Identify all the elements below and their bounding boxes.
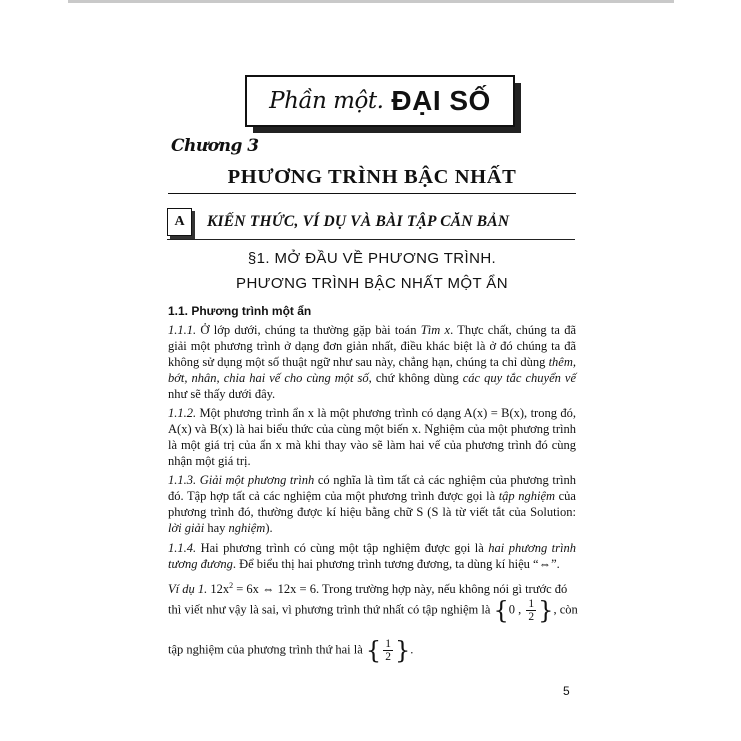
section-heading: KIẾN THỨC, VÍ DỤ VÀ BÀI TẬP CĂN BẢN <box>207 213 510 230</box>
paragraph-text: . Để biểu thị hai phương trình tương đương, ta dùng kí hiệu “⇔”. <box>232 557 560 571</box>
emphasis-text: hai phương trình tương đương <box>168 541 576 571</box>
left-brace: { <box>493 596 509 625</box>
emphasis-text: các quy tắc chuyển vế <box>462 371 576 385</box>
paragraph-text: như sẽ thấy dưới đây. <box>168 387 276 401</box>
paragraph-1-1-2 <box>168 405 576 469</box>
example-1-line-1 <box>168 578 576 597</box>
section-divider <box>167 239 575 240</box>
paragraph-text: của phương trình đó, thường được kí hiệu bằng chữ S (S là từ viết tắt của Solution: <box>168 489 576 519</box>
example-text: = 6x ⇔ 12x = 6. Trong trường hợp này, nếu không nói gì trước đó <box>233 582 568 597</box>
set-element: 0 <box>508 602 516 617</box>
left-brace: { <box>365 636 382 665</box>
chapter-title: PHƯƠNG TRÌNH BẬC NHẤT <box>227 166 517 188</box>
paragraph-text: Một phương trình ẩn x là một phương trình có dạng A(x) = B(x), trong đó, A(x) và B(x) là hai biểu thức của cùng một biến x. Nghiệm của một phương trình là một giá trị của ẩn x mà khi thay vào sẽ làm hai vế của phương trình đó cùng nhận một giá trị. <box>168 406 576 468</box>
paragraph-text: , chứ không dùng <box>368 371 463 385</box>
paragraph-1-1-1 <box>168 322 576 402</box>
paragraph-1-1-4 <box>168 540 576 572</box>
paragraph-number: 1.1.2. <box>168 406 197 420</box>
example-label: Ví dụ 1. <box>168 582 208 597</box>
fraction-one-half <box>383 638 393 663</box>
paragraph-text: hay <box>204 521 229 535</box>
emphasis-text: Tìm x <box>420 323 451 337</box>
chapter-label: Chương 3 <box>171 136 259 156</box>
paragraph-text: Hai phương trình có cùng một tập nghiệm được gọi là <box>196 541 489 555</box>
part-title: ĐẠI SỐ <box>391 85 491 116</box>
example-text: thì viết như vậy là sai, vì phương trình thứ nhất có tập nghiệm là <box>168 602 491 617</box>
section-letter-box <box>167 208 192 236</box>
fraction-denominator: 2 <box>385 651 391 663</box>
emphasis-text: Giải một phương trình <box>196 473 315 487</box>
fraction-numerator: 1 <box>528 598 535 610</box>
fraction-one-half <box>526 598 536 623</box>
emphasis-text: tập nghiệm <box>498 489 556 503</box>
example-text: , còn <box>553 602 578 617</box>
paragraph-number: 1.1.3. <box>168 473 197 487</box>
example-1-line-3 <box>168 638 576 663</box>
paragraph-text: ). <box>265 521 273 535</box>
example-text: tập nghiệm của phương trình thứ hai là <box>168 642 363 657</box>
right-brace: } <box>394 636 411 665</box>
subsection-title: 1.1. Phương trình một ẩn <box>168 304 312 318</box>
lesson-title-line2: PHƯƠNG TRÌNH BẬC NHẤT MỘT ẨN <box>236 275 508 292</box>
chapter-divider <box>168 193 576 194</box>
fraction-numerator: 1 <box>385 638 391 650</box>
paragraph-number: 1.1.4. <box>168 541 197 555</box>
example-text: . <box>410 642 414 657</box>
page-number: 5 <box>563 684 570 698</box>
top-rule <box>68 0 674 3</box>
exponent: 2 <box>229 581 234 590</box>
paragraph-number: 1.1.1. <box>168 323 197 337</box>
example-text: 12x <box>207 582 230 597</box>
emphasis-text: thêm, bớt, nhân, chia hai vế cho cùng một số <box>168 355 576 385</box>
part-banner <box>245 75 515 127</box>
paragraph-text: Ở lớp dưới, chúng ta thường gặp bài toán <box>196 323 421 337</box>
emphasis-text: nghiệm <box>228 521 266 535</box>
fraction-denominator: 2 <box>528 611 535 623</box>
section-letter: A <box>174 214 185 229</box>
example-1-line-2: thì viết như vậy là sai, vì phương trình thứ nhất có tập nghiệm là {0 , $\frac{1}{2}$ }, còn <box>168 596 578 625</box>
paragraph-text: có nghĩa là tìm tất cả các nghiệm của phương trình đó. Tập hợp tất cả các nghiệm của một phương trình được gọi là <box>168 473 577 503</box>
part-label: Phần một. <box>269 88 384 114</box>
right-brace: } <box>538 596 554 625</box>
lesson-title-line1: §1. MỞ ĐẦU VỀ PHƯƠNG TRÌNH. <box>247 250 497 267</box>
emphasis-text: lời giải <box>168 521 205 535</box>
paragraph-1-1-3 <box>168 472 576 536</box>
paragraph-text: . Thực chất, chúng ta đã giải một phương trình ở dạng đơn giản nhất, điều khác biệt là ở đó chúng ta đã không sử dụng một số thuật ngữ như sau này, chẳng hạn, chúng ta chỉ dùng <box>168 323 577 369</box>
